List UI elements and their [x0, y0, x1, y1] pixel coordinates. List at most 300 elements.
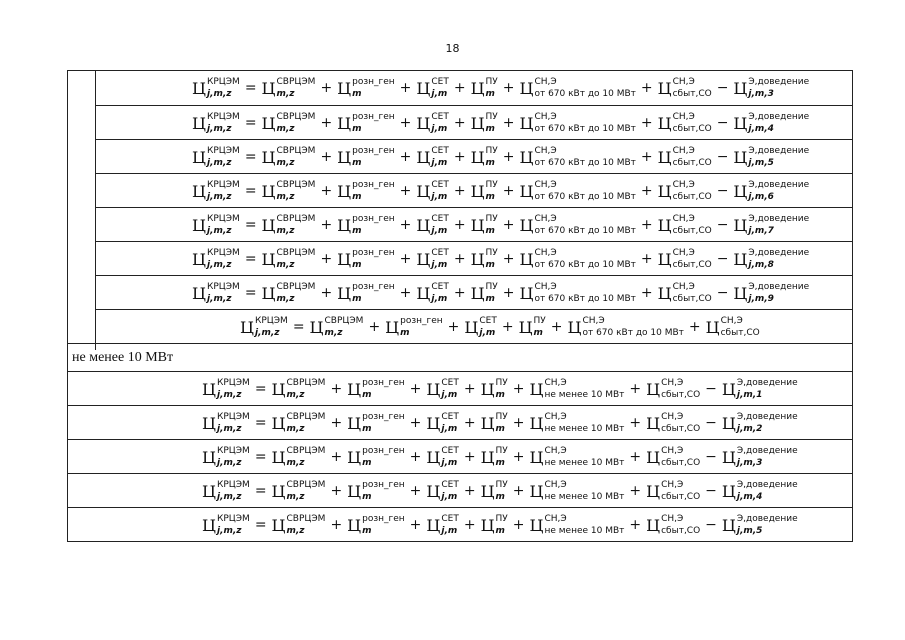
operator: + — [453, 80, 466, 96]
symbol-scripts — [748, 79, 809, 97]
symbol-superscript: СН,Э — [544, 446, 567, 456]
operator: + — [330, 483, 343, 499]
symbol-base: Ц — [347, 515, 362, 535]
symbol-scripts — [496, 414, 508, 432]
symbol-subscript: m,z — [276, 260, 295, 270]
term-rozn-gen — [347, 448, 405, 467]
symbol-subscript: j,m,z — [216, 492, 242, 502]
symbol-superscript: СН,Э — [720, 316, 743, 326]
symbol-superscript: СН,Э — [661, 412, 684, 422]
term-rozn-gen — [347, 414, 405, 433]
term-krcem — [202, 448, 250, 467]
operator: − — [705, 381, 717, 397]
symbol-scripts — [661, 482, 700, 500]
symbol-base: Ц — [202, 447, 216, 467]
symbol-subscript: j,m — [441, 390, 458, 400]
symbol-base: Ц — [646, 447, 661, 467]
symbol-scripts — [325, 318, 364, 336]
symbol-superscript: розн_ген — [362, 480, 405, 490]
symbol-subscript: m — [352, 294, 362, 304]
symbol-base: Ц — [426, 447, 441, 467]
symbol-subscript: сбыт,СО — [661, 424, 701, 434]
symbol-subscript: от 670 кВт до 10 МВт — [534, 294, 636, 304]
symbol-subscript: j,m,z — [216, 390, 242, 400]
operator: + — [550, 319, 563, 335]
symbol-scripts — [217, 516, 250, 534]
symbol-scripts — [277, 250, 316, 268]
symbol-subscript: j,m,4 — [748, 124, 774, 134]
term-sn-range — [568, 318, 684, 337]
symbol-scripts — [534, 79, 635, 97]
table-row — [96, 275, 852, 309]
operator: + — [399, 217, 412, 233]
symbol-scripts — [352, 148, 395, 166]
term-sn-range — [530, 414, 625, 433]
symbol-subscript: j,m — [431, 260, 448, 270]
symbol-superscript: КРЦЭМ — [254, 316, 288, 326]
symbol-scripts — [352, 216, 395, 234]
symbol-subscript: сбыт,СО — [672, 89, 712, 99]
symbol-scripts — [431, 284, 448, 302]
operator: + — [640, 217, 653, 233]
symbol-subscript: j,m,9 — [748, 294, 774, 304]
symbol-base: Ц — [337, 113, 352, 133]
symbol-base: Ц — [529, 379, 544, 399]
symbol-base: Ц — [657, 249, 672, 269]
table-row — [68, 371, 852, 405]
operator: = — [254, 415, 267, 431]
symbol-superscript: КРЦЭМ — [206, 146, 240, 156]
operator: + — [399, 251, 412, 267]
symbol-base: Ц — [416, 113, 431, 133]
operator: − — [705, 517, 717, 533]
term-sn-range — [520, 182, 636, 201]
formula — [202, 474, 798, 508]
operator: + — [320, 217, 333, 233]
symbol-superscript: СН,Э — [661, 514, 684, 524]
operator: − — [716, 80, 729, 96]
symbol-base: Ц — [470, 249, 485, 269]
symbol-subscript: не менее 10 МВт — [544, 390, 625, 400]
formula — [192, 208, 809, 242]
symbol-scripts — [737, 380, 798, 398]
term-pu — [481, 448, 508, 467]
symbol-superscript: Э,доведение — [748, 112, 810, 122]
operator: = — [244, 115, 257, 131]
operator: + — [502, 217, 515, 233]
symbol-scripts — [486, 148, 498, 166]
symbol-scripts — [748, 148, 809, 166]
operator: + — [409, 415, 422, 431]
symbol-subscript: сбыт,СО — [672, 226, 712, 236]
term-sn-range — [520, 216, 636, 235]
term-rozn-gen — [347, 516, 405, 535]
symbol-subscript: j,m,z — [206, 158, 232, 168]
symbol-scripts — [721, 318, 760, 336]
term-pu — [481, 482, 508, 501]
term-pu — [471, 216, 498, 235]
symbol-base: Ц — [646, 379, 661, 399]
symbol-superscript: СВРЦЭМ — [276, 248, 316, 258]
operator: + — [409, 483, 422, 499]
symbol-superscript: СН,Э — [582, 316, 605, 326]
symbol-base: Ц — [240, 317, 254, 337]
operator: + — [320, 115, 333, 131]
operator: + — [629, 449, 642, 465]
symbol-superscript: СВРЦЭМ — [324, 316, 364, 326]
symbol-scripts — [352, 114, 395, 132]
symbol-scripts — [496, 448, 508, 466]
symbol-scripts — [737, 448, 798, 466]
symbol-base: Ц — [416, 283, 431, 303]
symbol-superscript: ПУ — [485, 214, 498, 224]
term-svrcem — [272, 516, 326, 535]
operator: + — [368, 319, 381, 335]
symbol-base: Ц — [261, 78, 276, 98]
symbol-scripts — [400, 318, 443, 336]
symbol-subscript: m — [495, 424, 505, 434]
operator: − — [705, 483, 717, 499]
symbol-base: Ц — [721, 413, 736, 433]
symbol-base: Ц — [519, 147, 534, 167]
symbol-base: Ц — [337, 283, 352, 303]
symbol-base: Ц — [470, 181, 485, 201]
formula — [192, 276, 809, 310]
symbol-scripts — [277, 114, 316, 132]
symbol-superscript: СН,Э — [534, 282, 557, 292]
symbol-subscript: j,m — [441, 492, 458, 502]
symbol-scripts — [207, 250, 240, 268]
symbol-superscript: СН,Э — [544, 412, 567, 422]
symbol-superscript: СВРЦЭМ — [286, 446, 326, 456]
symbol-base: Ц — [271, 447, 286, 467]
symbol-base: Ц — [480, 515, 495, 535]
symbol-base: Ц — [519, 181, 534, 201]
symbol-scripts — [534, 148, 635, 166]
operator: + — [320, 251, 333, 267]
symbol-superscript: КРЦЭМ — [216, 480, 250, 490]
symbol-subscript: j,m — [441, 526, 458, 536]
symbol-scripts — [673, 114, 712, 132]
symbol-superscript: розн_ген — [400, 316, 443, 326]
operator: + — [453, 217, 466, 233]
symbol-base: Ц — [657, 283, 672, 303]
symbol-subscript: j,m,8 — [748, 260, 774, 270]
symbol-scripts — [287, 414, 326, 432]
symbol-superscript: ПУ — [495, 480, 508, 490]
formula — [202, 508, 798, 542]
symbol-base: Ц — [657, 113, 672, 133]
operator: = — [254, 449, 267, 465]
operator: + — [453, 149, 466, 165]
operator: + — [453, 183, 466, 199]
table-row — [96, 71, 852, 105]
operator: + — [502, 183, 515, 199]
symbol-scripts — [352, 284, 395, 302]
operator: + — [640, 285, 653, 301]
symbol-superscript: розн_ген — [352, 146, 395, 156]
operator: + — [502, 251, 515, 267]
operator: + — [320, 285, 333, 301]
symbol-scripts — [534, 216, 635, 234]
symbol-superscript: СН,Э — [672, 282, 695, 292]
operator: + — [320, 149, 333, 165]
term-sn-range — [520, 148, 636, 167]
operator: = — [254, 483, 267, 499]
symbol-superscript: СВРЦЭМ — [276, 146, 316, 156]
operator: + — [453, 285, 466, 301]
symbol-scripts — [534, 114, 635, 132]
symbol-superscript: КРЦЭМ — [216, 378, 250, 388]
symbol-subscript: m,z — [276, 192, 295, 202]
symbol-scripts — [255, 318, 288, 336]
table-row — [68, 405, 852, 439]
symbol-scripts — [277, 79, 316, 97]
term-pu — [481, 516, 508, 535]
symbol-base: Ц — [646, 481, 661, 501]
operator: − — [705, 449, 717, 465]
term-dovedenie — [733, 250, 809, 269]
operator: + — [463, 449, 476, 465]
symbol-scripts — [496, 516, 508, 534]
term-rozn-gen — [337, 79, 395, 98]
table-row — [96, 139, 852, 173]
symbol-scripts — [673, 216, 712, 234]
symbol-base: Ц — [657, 215, 672, 235]
symbol-base: Ц — [416, 249, 431, 269]
symbol-superscript: КРЦЭМ — [206, 248, 240, 258]
symbol-scripts — [661, 380, 700, 398]
symbol-base: Ц — [529, 515, 544, 535]
term-svrcem — [272, 482, 326, 501]
symbol-subscript: m,z — [286, 492, 305, 502]
symbol-subscript: j,m — [479, 328, 496, 338]
symbol-base: Ц — [733, 78, 748, 98]
symbol-superscript: розн_ген — [352, 112, 395, 122]
symbol-superscript: СН,Э — [534, 214, 557, 224]
term-sn-range — [530, 482, 625, 501]
symbol-base: Ц — [529, 447, 544, 467]
term-svrcem — [310, 318, 364, 337]
symbol-subscript: m — [352, 89, 362, 99]
operator: + — [463, 415, 476, 431]
term-sn-sbyt — [646, 516, 700, 535]
symbol-base: Ц — [480, 379, 495, 399]
symbol-scripts — [673, 148, 712, 166]
symbol-subscript: j,m,2 — [736, 424, 763, 434]
term-set — [416, 79, 448, 98]
term-krcem — [192, 114, 240, 133]
operator: + — [512, 381, 525, 397]
term-sn-range — [530, 448, 625, 467]
term-set — [416, 216, 448, 235]
symbol-base: Ц — [657, 147, 672, 167]
symbol-subscript: не менее 10 МВт — [544, 492, 625, 502]
symbol-base: Ц — [426, 515, 441, 535]
term-pu — [471, 182, 498, 201]
symbol-superscript: КРЦЭМ — [206, 214, 240, 224]
symbol-subscript: m — [362, 458, 372, 468]
symbol-scripts — [748, 216, 809, 234]
table-row — [68, 439, 852, 473]
symbol-superscript: СН,Э — [672, 180, 695, 190]
symbol-base: Ц — [519, 78, 534, 98]
symbol-scripts — [287, 448, 326, 466]
symbol-base: Ц — [261, 181, 276, 201]
symbol-subscript: не менее 10 МВт — [544, 458, 625, 468]
symbol-subscript: от 670 кВт до 10 МВт — [534, 192, 636, 202]
operator: + — [501, 319, 514, 335]
symbol-base: Ц — [416, 147, 431, 167]
symbol-base: Ц — [519, 249, 534, 269]
operator: − — [716, 285, 729, 301]
symbol-scripts — [207, 284, 240, 302]
symbol-base: Ц — [733, 215, 748, 235]
term-set — [426, 380, 458, 399]
symbol-base: Ц — [271, 515, 286, 535]
term-sn-sbyt — [658, 216, 712, 235]
symbol-base: Ц — [192, 249, 206, 269]
symbol-superscript: СЕТ — [431, 214, 449, 224]
symbol-subscript: m,z — [276, 158, 295, 168]
term-rozn-gen — [337, 148, 395, 167]
symbol-superscript: ПУ — [485, 112, 498, 122]
symbol-subscript: не менее 10 МВт — [544, 526, 625, 536]
symbol-scripts — [207, 148, 240, 166]
operator: + — [399, 115, 412, 131]
term-set — [426, 414, 458, 433]
operator: = — [244, 80, 257, 96]
term-dovedenie — [733, 114, 809, 133]
symbol-superscript: Э,доведение — [748, 248, 810, 258]
symbol-subscript: от 670 кВт до 10 МВт — [534, 124, 636, 134]
term-set — [416, 182, 448, 201]
term-set — [416, 114, 448, 133]
symbol-base: Ц — [385, 317, 400, 337]
symbol-subscript: j,m,z — [216, 458, 242, 468]
operator: + — [399, 80, 412, 96]
term-svrcem — [272, 380, 326, 399]
symbol-scripts — [217, 414, 250, 432]
symbol-base: Ц — [202, 413, 216, 433]
symbol-base: Ц — [337, 78, 352, 98]
term-sn-sbyt — [658, 148, 712, 167]
symbol-superscript: СН,Э — [534, 146, 557, 156]
symbol-base: Ц — [337, 215, 352, 235]
symbol-base: Ц — [426, 379, 441, 399]
symbol-superscript: СЕТ — [431, 282, 449, 292]
operator: + — [502, 149, 515, 165]
symbol-subscript: сбыт,СО — [661, 526, 701, 536]
symbol-base: Ц — [426, 413, 441, 433]
symbol-superscript: Э,доведение — [748, 146, 810, 156]
symbol-base: Ц — [646, 413, 661, 433]
symbol-subscript: m,z — [276, 124, 295, 134]
symbol-scripts — [496, 482, 508, 500]
term-krcem — [202, 482, 250, 501]
symbol-superscript: розн_ген — [352, 248, 395, 258]
symbol-superscript: СВРЦЭМ — [276, 214, 316, 224]
symbol-superscript: СН,Э — [661, 480, 684, 490]
term-rozn-gen — [337, 216, 395, 235]
operator: − — [716, 183, 729, 199]
operator: + — [330, 449, 343, 465]
symbol-subscript: от 670 кВт до 10 МВт — [534, 260, 636, 270]
symbol-base: Ц — [519, 113, 534, 133]
operator: + — [409, 449, 422, 465]
term-rozn-gen — [337, 182, 395, 201]
symbol-scripts — [362, 414, 405, 432]
term-dovedenie — [722, 380, 798, 399]
symbol-subscript: j,m,5 — [748, 158, 774, 168]
symbol-subscript: m,z — [286, 390, 305, 400]
symbol-subscript: m — [495, 526, 505, 536]
term-dovedenie — [733, 148, 809, 167]
symbol-subscript: от 670 кВт до 10 МВт — [534, 158, 636, 168]
term-sn-range — [520, 284, 636, 303]
term-pu — [471, 250, 498, 269]
symbol-base: Ц — [470, 283, 485, 303]
symbol-scripts — [544, 516, 624, 534]
symbol-scripts — [544, 414, 624, 432]
symbol-scripts — [441, 414, 458, 432]
symbol-base: Ц — [261, 249, 276, 269]
symbol-scripts — [544, 380, 624, 398]
symbol-base: Ц — [347, 413, 362, 433]
operator: + — [399, 285, 412, 301]
table-row-summary — [96, 309, 852, 343]
term-svrcem — [262, 79, 316, 98]
symbol-superscript: Э,доведение — [736, 514, 798, 524]
symbol-base: Ц — [261, 215, 276, 235]
term-rozn-gen — [385, 318, 443, 337]
symbol-subscript: m — [352, 192, 362, 202]
operator: + — [640, 115, 653, 131]
symbol-base: Ц — [470, 113, 485, 133]
formula — [192, 242, 809, 276]
symbol-superscript: СЕТ — [479, 316, 497, 326]
symbol-superscript: КРЦЭМ — [206, 112, 240, 122]
term-krcem — [192, 284, 240, 303]
formula — [192, 140, 809, 174]
term-dovedenie — [722, 482, 798, 501]
term-dovedenie — [733, 216, 809, 235]
symbol-base: Ц — [337, 181, 352, 201]
symbol-subscript: сбыт,СО — [672, 260, 712, 270]
operator: + — [463, 381, 476, 397]
operator: − — [716, 149, 729, 165]
operator: + — [330, 517, 343, 533]
symbol-base: Ц — [271, 413, 286, 433]
symbol-superscript: СЕТ — [431, 112, 449, 122]
symbol-base: Ц — [733, 283, 748, 303]
symbol-scripts — [534, 182, 635, 200]
symbol-scripts — [287, 516, 326, 534]
operator: + — [502, 80, 515, 96]
symbol-subscript: j,m,z — [206, 226, 232, 236]
term-krcem — [192, 216, 240, 235]
symbol-subscript: j,m,z — [206, 89, 232, 99]
table-row — [96, 207, 852, 241]
symbol-subscript: m — [362, 492, 372, 502]
symbol-superscript: розн_ген — [352, 282, 395, 292]
symbol-superscript: СЕТ — [441, 514, 459, 524]
term-dovedenie — [733, 79, 809, 98]
symbol-superscript: КРЦЭМ — [216, 446, 250, 456]
symbol-scripts — [486, 114, 498, 132]
operator: + — [640, 149, 653, 165]
symbol-superscript: ПУ — [485, 282, 498, 292]
